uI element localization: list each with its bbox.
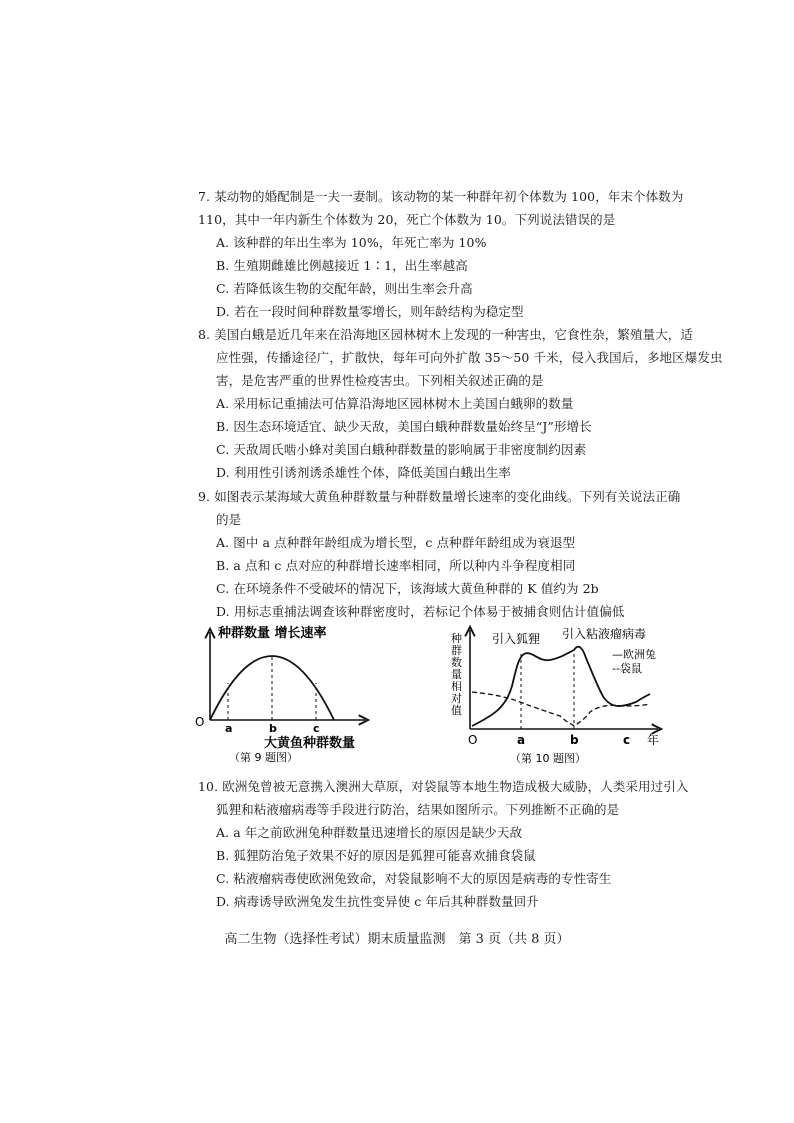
question-9-option-d: D. 用标志重捕法调查该种群密度时，若标记个体易于被捕食则估计值偏低: [216, 604, 625, 619]
question-8-option-a: A. 采用标记重捕法可估算沿海地区园林树木上美国白蛾卵的数量: [216, 396, 574, 411]
question-7-option-d: D. 若在一段时间种群数量零增长，则年龄结构为稳定型: [216, 304, 524, 319]
question-8-stem-line-1: 8. 美国白蛾是近几年来在沿海地区园林树木上发现的一种害虫，它食性杂，繁殖量大，适: [198, 327, 694, 342]
figure-9-tick-b: b: [269, 722, 277, 735]
question-10-option-b: B. 狐狸防治兔子效果不好的原因是狐狸可能喜欢捕食袋鼠: [216, 848, 536, 863]
question-9-option-c: C. 在环境条件不受破坏的情况下，该海域大黄鱼种群的 K 值约为 2b: [216, 581, 599, 596]
figure-10-graph: [440, 622, 670, 767]
figure-9-y-label: 种群数量 增长速率: [218, 626, 327, 641]
figure-10-y-label-char: 对: [451, 692, 462, 705]
figure-10-y-label-char: 相: [451, 680, 462, 693]
question-10: [198, 775, 688, 913]
question-8-option-d: D. 利用性引诱剂诱杀雄性个体，降低美国白蛾出生率: [216, 465, 512, 480]
figure-10-legend-kangaroo: --袋鼠: [612, 662, 642, 675]
page-footer: 高二生物（选择性考试）期末质量监测 第 3 页（共 8 页）: [224, 932, 570, 947]
question-9-option-b: B. a 点和 c 点对应的种群增长速率相同，所以种内斗争程度相同: [216, 558, 576, 573]
figure-9: [190, 620, 390, 765]
question-7-stem-line-2: 110，其中一年内新生个体数为 20，死亡个体数为 10。下列说法错误的是: [198, 212, 616, 227]
question-8-option-c: C. 天敌周氏啮小蜂对美国白蛾种群数量的影响属于非密度制约因素: [216, 442, 587, 457]
figure-10-y-label-char: 种: [451, 632, 462, 645]
figure-9-x-label: 大黄鱼种群数量: [264, 736, 356, 751]
figure-10-tick-c: c: [623, 733, 631, 747]
question-7-stem-line-1: 7. 某动物的婚配制是一夫一妻制。该动物的某一种群年初个体数为 100，年末个体数为: [198, 189, 684, 204]
question-10-option-c: C. 粘液瘤病毒使欧洲兔致命，对袋鼠影响不大的原因是病毒的专性寄生: [216, 871, 612, 886]
question-8-stem-line-2: 应性强，传播途径广，扩散快，每年可向外扩散 35～50 千米，侵入我国后，多地区爆发虫: [216, 350, 723, 365]
question-10-stem-line-1: 10. 欧洲兔曾被无意携入澳洲大草原，对袋鼠等本地生物造成极大威胁，人类采用过引入: [198, 779, 689, 794]
question-10-stem-line-2: 狐狸和粘液瘤病毒等手段进行防治，结果如图所示。下列推断不正确的是: [216, 802, 620, 817]
figure-10-tick-b: b: [570, 733, 579, 747]
question-7-option-b: B. 生殖期雌雄比例越接近 1∶1，出生率越高: [216, 258, 468, 273]
question-9: [198, 485, 680, 623]
figure-9-tick-c: c: [313, 722, 320, 735]
question-10-option-d: D. 病毒诱导欧洲兔发生抗性变异使 c 年后其种群数量回升: [216, 894, 539, 909]
question-7-option-c: C. 若降低该生物的交配年龄，则出生率会升高: [216, 281, 473, 296]
figure-9-graph: [190, 620, 390, 765]
figure-10-annotation-virus: 引入粘液瘤病毒: [562, 627, 647, 641]
figure-10-y-label-char: 量: [451, 668, 462, 681]
figure-10-y-label-char: 值: [451, 704, 462, 717]
question-9-stem-line-1: 9. 如图表示某海域大黄鱼种群数量与种群数量增长速率的变化曲线。下列有关说法正确: [198, 489, 681, 504]
question-10-option-a: A. a 年之前欧洲兔种群数量迅速增长的原因是缺少天敌: [216, 825, 523, 840]
question-8: [198, 323, 723, 484]
question-8-option-b: B. 因生态环境适宜、缺少天敌，美国白蛾种群数量始终呈“J”形增长: [216, 419, 592, 434]
question-8-stem-line-3: 害，是危害严重的世界性检疫害虫。下列相关叙述正确的是: [216, 373, 544, 388]
question-9-option-a: A. 图中 a 点种群年龄组成为增长型，c 点种群年龄组成为衰退型: [216, 535, 576, 550]
question-7-option-a: A. 该种群的年出生率为 10%，年死亡率为 10%: [216, 235, 487, 250]
figure-9-caption: （第 9 题图）: [229, 751, 298, 764]
figure-10: [440, 622, 670, 767]
figure-10-origin: O: [468, 733, 478, 747]
figure-10-tick-a: a: [517, 733, 526, 747]
figure-10-y-label: [451, 632, 462, 717]
figure-10-x-unit: 年: [647, 733, 660, 747]
figure-10-y-label-char: 数: [451, 656, 462, 669]
figure-10-caption: （第 10 题图）: [510, 752, 586, 765]
question-9-stem-line-2: 的是: [216, 512, 242, 527]
figure-10-y-label-char: 群: [451, 644, 462, 657]
figure-9-tick-a: a: [225, 722, 233, 735]
figure-10-legend-rabbit: —欧洲兔: [612, 648, 656, 661]
figure-9-origin: O: [195, 715, 205, 729]
figure-10-annotation-fox: 引入狐狸: [492, 632, 541, 646]
question-7: [198, 185, 683, 323]
